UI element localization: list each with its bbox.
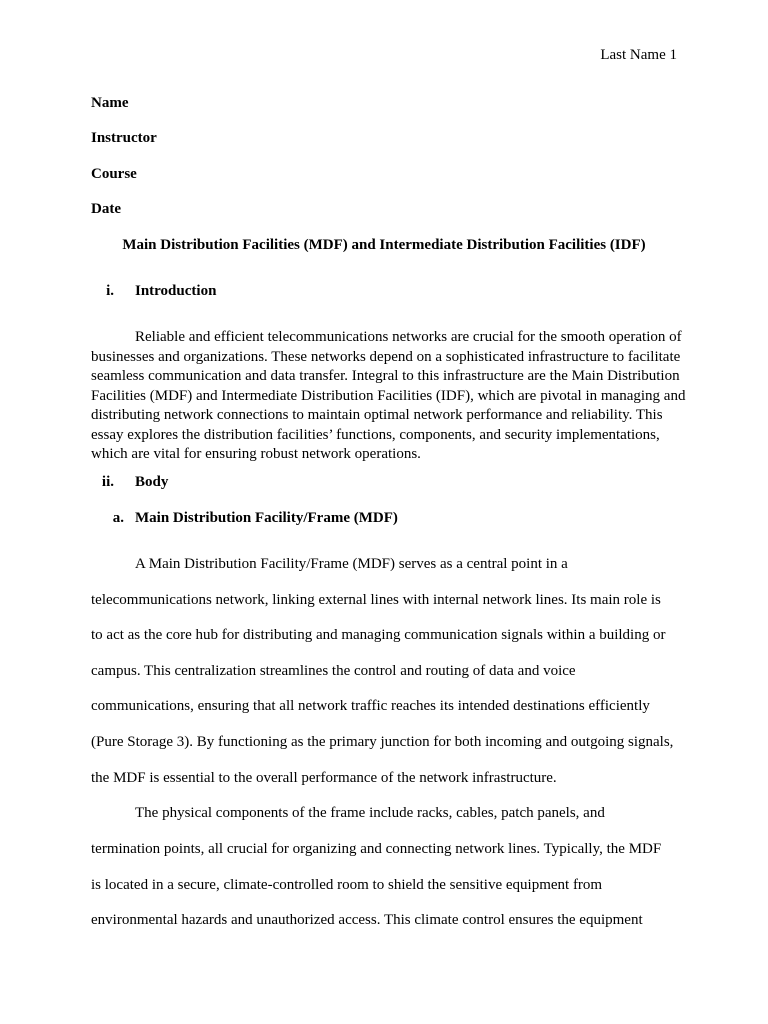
mdf-paragraph-2-line: is located in a secure, climate-controlled room to shield the sensitive equipment from <box>91 877 603 893</box>
mdf-paragraph-1-line: A Main Distribution Facility/Frame (MDF) serves as a central point in a <box>135 556 568 572</box>
date: Date <box>91 201 121 217</box>
mdf-paragraph-2-line: The physical components of the frame include racks, cables, patch panels, and <box>135 805 605 821</box>
section-heading-intro: Introduction <box>135 283 217 299</box>
subsection-heading-mdf: Main Distribution Facility/Frame (MDF) <box>135 510 398 526</box>
mdf-paragraph-1-line: (Pure Storage 3). By functioning as the primary junction for both incoming and outgoing signals, <box>91 734 674 750</box>
intro-paragraph-text: Reliable and efficient telecommunications networks are crucial for the smooth operation of businesses and organizations. These networks depend on a sophisticated infrastructure to facilitate seamless communication and data transfer. Integral to this infrastructure are the Main Distribution Facilities (MDF) and Intermediate Distribution Facilities (IDF), which are pivotal in managing and distributing network connections to maintain optimal network performance and reliability. This essay explores the distribution facilities’ functions, components, and security implementations, which are vital for ensuring robust network operations. <box>91 329 686 462</box>
essay-title: Main Distribution Facilities (MDF) and Intermediate Distribution Facilities (IDF) <box>122 237 646 253</box>
course-name: Course <box>91 166 137 182</box>
section-number-body: ii. <box>101 474 114 490</box>
instructor-name: Instructor <box>91 130 157 146</box>
mdf-paragraph-1-line: the MDF is essential to the overall performance of the network infrastructure. <box>91 770 557 786</box>
student-name: Name <box>91 95 129 111</box>
mdf-paragraph-2-line: environmental hazards and unauthorized access. This climate control ensures the equipment <box>91 912 643 928</box>
mdf-paragraph-1-line: communications, ensuring that all network traffic reaches its intended destinations efficiently <box>91 698 650 714</box>
running-head: Last Name 1 <box>600 47 677 63</box>
intro-paragraph <box>91 328 691 465</box>
section-number-intro: i. <box>106 283 114 299</box>
mdf-paragraph-1-line: to act as the core hub for distributing and managing communication signals within a building or <box>91 627 666 643</box>
mdf-paragraph-2-line: termination points, all crucial for organizing and connecting network lines. Typically, the MDF <box>91 841 662 857</box>
mdf-paragraph-1-line: telecommunications network, linking external lines with internal network lines. Its main role is <box>91 592 661 608</box>
subsection-number-mdf: a. <box>112 510 124 526</box>
section-heading-body: Body <box>135 474 169 490</box>
mdf-paragraph-1-line: campus. This centralization streamlines the control and routing of data and voice <box>91 663 576 679</box>
